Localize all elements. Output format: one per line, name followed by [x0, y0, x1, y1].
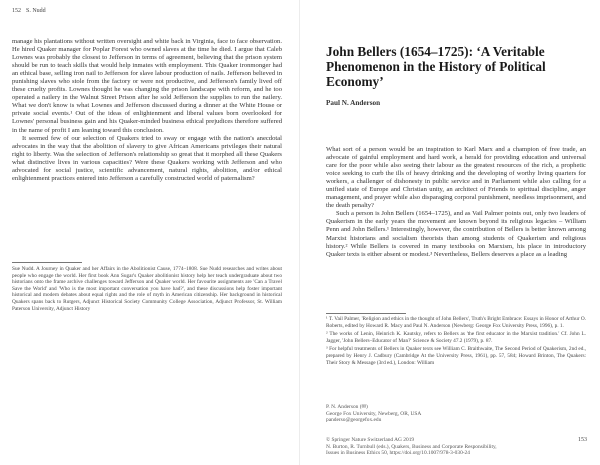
book-series: Issues in Business Ethics 50, https://doi.org/10.1007/978-3-030-24 [326, 450, 470, 457]
page-number-right: 153 [578, 437, 587, 443]
left-footnotes [12, 266, 282, 358]
chapter-author: Paul N. Anderson [326, 99, 381, 107]
page-number-left: 152 [12, 8, 21, 14]
right-body [326, 146, 586, 308]
chapter-title: John Bellers (1654–1725): ‘A Veritable Phenomenon in the History of Political Economy’ [326, 44, 546, 89]
left-body [12, 38, 282, 258]
paragraph: Such a person is John Bellers (1654–1725), and as Vail Palmer points out, only two leaders of Quakerism in the early years the movement are known beyond its religious legacies – William Penn and John Bellers.¹ Interestingly, however, the contribution of Bellers is better known among Marxist historians and socialism theorists than among students of Quakerism and religious history.² While Bellers is covered in many textbooks on Marxism, his place in introductory Quaker texts is either absent or modest.³ Nevertheless, Bellers deserves a place as a leading [326, 210, 586, 258]
right-page [300, 0, 600, 465]
paragraph: manage his plantations without written oversight and white back in Virginia, face to face observation. He hired Quaker manager for Poplar Forest who owned slaves at the time he died. I argue that Caleb Lownes was probably the closest to Jefferson in terms of agreement, believing that the prison system should be run to teach skills that would help inmates with employment. This Quaker ironmonger had an ethical base, selling iron nail to Jefferson for slave labour production of nails. Jefferson believed in punishing slaves who stole from the factory or were not productive, and Jefferson's family lived off these cruelty profits. Lownes thought he was changing the prison landscape with reform, and he too operated a nailery in the Walnut Street Prison after he sold Jefferson the supplies to run the nailery. What we don't know is what Lownes and Jefferson discussed during a dinner at the White House or private social events.¹ Out of the ideas of enlightenment and liberal values born overlooked for Lownes' personal business gain and his Quaker-minded business ethical prejudices therefore suffered in the name of profit I am leaning toward this conclusion. [12, 38, 282, 134]
footnote-rule [12, 262, 82, 263]
author-email: panderso@georgefox.edu [326, 417, 382, 424]
footnote-rule [326, 313, 406, 314]
affiliation: George Fox University, Newberg, OR, USA [326, 410, 422, 417]
footnote: ² The works of Lenin, Heinrich K. Kautsky, refers to Bellers as 'the first educator in the Marxist tradition.' Cf. John L. Jagger, 'John Bellers–Educator of Man?' Science & Society 47.2 (1979), p. 87. [326, 331, 586, 344]
author-affiliation-block [326, 404, 421, 424]
book-citation: N. Burton, R. Turnbull (eds.), Quakers, Business and Corporate Responsibility, [326, 443, 497, 450]
right-footnotes [326, 316, 586, 400]
author-note: P. N. Anderson (✉) [326, 404, 368, 410]
running-header: S. Nudd [26, 8, 46, 14]
paragraph: What sort of a person would be an inspiration to Karl Marx and a champion of free trade, an advocate of gainful employment and hard work, a herald for providing education and universal care for the poor while also seeing their labour as the greatest resources of the rich, a prophetic voice seeking to curb the ills of heavy drinking and the developing of worthy living quarters for workers, a challenger of dishonesty in public service and in Parliament while also calling for a unified state of Europe and Christian unity, an architect of Friends to spiritual discipline, anger management, and prayer while also disparaging corporal punishment, needless imprisonment, and the death penalty? [326, 146, 586, 210]
paragraph: It seemed few of our selection of Quakers tried to sway or engage with the nation's anecdotal advocates in the way that the abolition of slavery to give African Americans privileges their natural right to liberty. Was the selection of Jefferson's relationship so great that it morphed all these Quakers what distinctive lives in various capacities? Were these Quakers working with Jefferson and who advocated for social justice, scientific advancement, natural rights, abolition, and/or ethical enlightenment practices entered into Jefferson a carefully constructed world of paternalism? [12, 134, 282, 182]
footnote: ¹ T. Vail Palmer, 'Religion and ethics in the thought of John Bellers', Truth's Bright Embrace: Essays in Honor of Arthur O. Roberts, edited by Howard R. Macy and Paul N. Anderson (Newberg: George Fox University Press, 1996), p. 1. [326, 316, 586, 329]
copyright-block [326, 437, 497, 457]
footnote: Sue Nudd. A Journey in Quaker and her Affairs in the Abolitionist Cause, 1774–1808. Sue Nudd researches and writes about people who engage the world. Her first book Ann Sugar's Quaker abolitionist history help her teach undergraduate about two historians onto the frame archive challenges toward Jefferson and Quaker world. Her favourite assignments are 'Can a Travel Save the World' and 'Who is the most important conversation you have had?', and these discussions help foster important historical and modern debates about equal rights and the role of myth in American citizenship. Her background in historical Quakers spans back to Rutgers, Adjunct Historical Society Community College Association, Adjunct Professor, St. William Paterson University, Adjunct History [12, 266, 282, 312]
footnote: ³ For helpful treatments of Bellers in Quaker texts see William C. Braithwaite, The Second Period of Quakerism, 2nd ed., prepared by Henry J. Cadbury (Cambridge At the University Press, 1961), pp. 57, 584; Howard Brinton, The Quakers: Their Story & Message (3rd ed.), London: William [326, 346, 586, 366]
copyright: © Springer Nature Switzerland AG 2019 [326, 437, 415, 443]
